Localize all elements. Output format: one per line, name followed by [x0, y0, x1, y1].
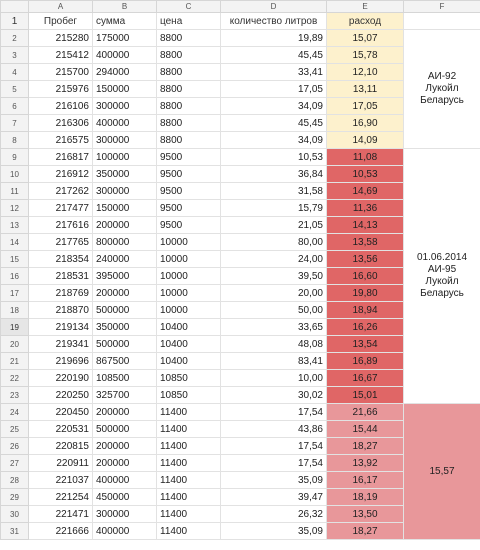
- mileage-cell[interactable]: 216106: [29, 98, 93, 115]
- liters-cell[interactable]: 36,84: [221, 166, 327, 183]
- note-line: АИ-92: [427, 71, 457, 82]
- consumption-cell[interactable]: 13,92: [327, 455, 404, 472]
- column-header-d[interactable]: D: [221, 1, 327, 13]
- amount-cell[interactable]: 400000: [93, 115, 157, 132]
- consumption-cell[interactable]: 10,53: [327, 166, 404, 183]
- liters-cell[interactable]: 34,09: [221, 98, 327, 115]
- mileage-cell[interactable]: 221037: [29, 472, 93, 489]
- price-cell[interactable]: 10000: [157, 251, 221, 268]
- consumption-cell[interactable]: 16,89: [327, 353, 404, 370]
- amount-cell[interactable]: 240000: [93, 251, 157, 268]
- price-cell[interactable]: 10000: [157, 302, 221, 319]
- mileage-cell[interactable]: 221666: [29, 523, 93, 540]
- row-header[interactable]: 5: [1, 81, 29, 98]
- consumption-cell[interactable]: 11,08: [327, 149, 404, 166]
- liters-cell[interactable]: 19,89: [221, 30, 327, 47]
- price-cell[interactable]: 11400: [157, 455, 221, 472]
- price-cell[interactable]: 10400: [157, 319, 221, 336]
- amount-cell[interactable]: 175000: [93, 30, 157, 47]
- amount-cell[interactable]: 500000: [93, 336, 157, 353]
- consumption-cell[interactable]: 18,27: [327, 523, 404, 540]
- mileage-cell[interactable]: 215976: [29, 81, 93, 98]
- consumption-cell[interactable]: 12,10: [327, 64, 404, 81]
- price-cell[interactable]: 8800: [157, 47, 221, 64]
- mileage-cell[interactable]: 215280: [29, 30, 93, 47]
- row-header[interactable]: 7: [1, 115, 29, 132]
- liters-cell[interactable]: 45,45: [221, 115, 327, 132]
- liters-cell[interactable]: 35,09: [221, 472, 327, 489]
- liters-cell[interactable]: 35,09: [221, 523, 327, 540]
- header-cell-liters[interactable]: количество литров: [221, 13, 327, 30]
- liters-cell[interactable]: 33,41: [221, 64, 327, 81]
- price-cell[interactable]: 11400: [157, 438, 221, 455]
- price-cell[interactable]: 11400: [157, 404, 221, 421]
- price-cell[interactable]: 8800: [157, 64, 221, 81]
- row-header[interactable]: 6: [1, 98, 29, 115]
- table-row: [1, 30, 480, 47]
- row-header[interactable]: 1: [1, 13, 29, 30]
- amount-cell[interactable]: 200000: [93, 285, 157, 302]
- note-line: Беларусь: [420, 288, 464, 299]
- price-cell[interactable]: 9500: [157, 183, 221, 200]
- liters-cell[interactable]: 17,54: [221, 404, 327, 421]
- mileage-cell[interactable]: 220190: [29, 370, 93, 387]
- liters-cell[interactable]: 24,00: [221, 251, 327, 268]
- liters-cell[interactable]: 43,86: [221, 421, 327, 438]
- liters-cell[interactable]: 30,02: [221, 387, 327, 404]
- mileage-cell[interactable]: 215700: [29, 64, 93, 81]
- consumption-cell[interactable]: 11,36: [327, 200, 404, 217]
- row-header[interactable]: 31: [1, 523, 29, 540]
- mileage-cell[interactable]: 216306: [29, 115, 93, 132]
- consumption-cell[interactable]: 14,09: [327, 132, 404, 149]
- consumption-cell[interactable]: 18,19: [327, 489, 404, 506]
- amount-cell[interactable]: 150000: [93, 200, 157, 217]
- price-cell[interactable]: 10400: [157, 353, 221, 370]
- amount-cell[interactable]: 350000: [93, 319, 157, 336]
- row-header[interactable]: 4: [1, 64, 29, 81]
- consumption-cell[interactable]: 21,66: [327, 404, 404, 421]
- row-header[interactable]: 3: [1, 47, 29, 64]
- row-header[interactable]: 28: [1, 472, 29, 489]
- price-cell[interactable]: 8800: [157, 115, 221, 132]
- amount-cell[interactable]: 200000: [93, 438, 157, 455]
- liters-cell[interactable]: 20,00: [221, 285, 327, 302]
- price-cell[interactable]: 10850: [157, 370, 221, 387]
- amount-cell[interactable]: 100000: [93, 149, 157, 166]
- row-header[interactable]: 11: [1, 183, 29, 200]
- mileage-cell[interactable]: 219341: [29, 336, 93, 353]
- liters-cell[interactable]: 26,32: [221, 506, 327, 523]
- amount-cell[interactable]: 400000: [93, 47, 157, 64]
- table-row: [1, 404, 480, 421]
- header-row: [1, 13, 480, 30]
- price-cell[interactable]: 11400: [157, 489, 221, 506]
- row-header[interactable]: 10: [1, 166, 29, 183]
- price-cell[interactable]: 10400: [157, 336, 221, 353]
- consumption-cell[interactable]: 16,67: [327, 370, 404, 387]
- liters-cell[interactable]: 50,00: [221, 302, 327, 319]
- price-cell[interactable]: 11400: [157, 472, 221, 489]
- consumption-cell[interactable]: 18,94: [327, 302, 404, 319]
- mileage-cell[interactable]: 220450: [29, 404, 93, 421]
- amount-cell[interactable]: 108500: [93, 370, 157, 387]
- price-cell[interactable]: 8800: [157, 81, 221, 98]
- price-cell[interactable]: 9500: [157, 217, 221, 234]
- row-header[interactable]: 20: [1, 336, 29, 353]
- note-line: Лукойл: [425, 83, 459, 94]
- row-header[interactable]: 19: [1, 319, 29, 336]
- mileage-cell[interactable]: 218769: [29, 285, 93, 302]
- price-cell[interactable]: 9500: [157, 166, 221, 183]
- mileage-cell[interactable]: 220911: [29, 455, 93, 472]
- liters-cell[interactable]: 17,54: [221, 438, 327, 455]
- liters-cell[interactable]: 17,05: [221, 81, 327, 98]
- select-all-corner[interactable]: [1, 1, 29, 13]
- price-cell[interactable]: 8800: [157, 30, 221, 47]
- row-header[interactable]: 16: [1, 268, 29, 285]
- note-line: 15,57: [429, 465, 455, 477]
- amount-cell[interactable]: 500000: [93, 421, 157, 438]
- price-cell[interactable]: 10000: [157, 268, 221, 285]
- amount-cell[interactable]: 500000: [93, 302, 157, 319]
- row-header[interactable]: 2: [1, 30, 29, 47]
- mileage-cell[interactable]: 219696: [29, 353, 93, 370]
- header-cell-amount[interactable]: сумма: [93, 13, 157, 30]
- price-cell[interactable]: 11400: [157, 523, 221, 540]
- amount-cell[interactable]: 800000: [93, 234, 157, 251]
- consumption-cell[interactable]: 13,56: [327, 251, 404, 268]
- liters-cell[interactable]: 39,50: [221, 268, 327, 285]
- note-line: Лукойл: [425, 276, 459, 287]
- mileage-cell[interactable]: 216575: [29, 132, 93, 149]
- consumption-cell[interactable]: 16,26: [327, 319, 404, 336]
- consumption-cell[interactable]: 15,01: [327, 387, 404, 404]
- price-cell[interactable]: 8800: [157, 98, 221, 115]
- consumption-cell[interactable]: 16,90: [327, 115, 404, 132]
- amount-cell[interactable]: 400000: [93, 472, 157, 489]
- row-header[interactable]: 30: [1, 506, 29, 523]
- consumption-cell[interactable]: 14,13: [327, 217, 404, 234]
- mileage-cell[interactable]: 215412: [29, 47, 93, 64]
- amount-cell[interactable]: 300000: [93, 132, 157, 149]
- mileage-cell[interactable]: 220531: [29, 421, 93, 438]
- row-header[interactable]: 14: [1, 234, 29, 251]
- note-line: 01.06.2014: [416, 252, 468, 263]
- mileage-cell[interactable]: 216912: [29, 166, 93, 183]
- mileage-cell[interactable]: 221471: [29, 506, 93, 523]
- column-header-f[interactable]: F: [404, 1, 480, 13]
- amount-cell[interactable]: 350000: [93, 166, 157, 183]
- column-header-a[interactable]: A: [29, 1, 93, 13]
- liters-cell[interactable]: 33,65: [221, 319, 327, 336]
- row-header[interactable]: 29: [1, 489, 29, 506]
- row-header[interactable]: 15: [1, 251, 29, 268]
- row-header[interactable]: 25: [1, 421, 29, 438]
- header-cell-mileage[interactable]: Пробег: [29, 13, 93, 30]
- mileage-cell[interactable]: 221254: [29, 489, 93, 506]
- row-header[interactable]: 18: [1, 302, 29, 319]
- price-cell[interactable]: 9500: [157, 200, 221, 217]
- merged-note-cell[interactable]: [404, 30, 480, 149]
- row-header[interactable]: 23: [1, 387, 29, 404]
- note-line: АИ-95: [427, 264, 457, 275]
- row-header[interactable]: 13: [1, 217, 29, 234]
- consumption-cell[interactable]: 16,60: [327, 268, 404, 285]
- amount-cell[interactable]: 450000: [93, 489, 157, 506]
- row-header[interactable]: 22: [1, 370, 29, 387]
- liters-cell[interactable]: 39,47: [221, 489, 327, 506]
- liters-cell[interactable]: 15,79: [221, 200, 327, 217]
- mileage-cell[interactable]: 217477: [29, 200, 93, 217]
- liters-cell[interactable]: 31,58: [221, 183, 327, 200]
- liters-cell[interactable]: 17,54: [221, 455, 327, 472]
- price-cell[interactable]: 9500: [157, 149, 221, 166]
- amount-cell[interactable]: 400000: [93, 523, 157, 540]
- price-cell[interactable]: 10000: [157, 285, 221, 302]
- mileage-cell[interactable]: 217262: [29, 183, 93, 200]
- mileage-cell[interactable]: 219134: [29, 319, 93, 336]
- liters-cell[interactable]: 21,05: [221, 217, 327, 234]
- price-cell[interactable]: 11400: [157, 506, 221, 523]
- price-cell[interactable]: 10850: [157, 387, 221, 404]
- liters-cell[interactable]: 80,00: [221, 234, 327, 251]
- liters-cell[interactable]: 48,08: [221, 336, 327, 353]
- table-row: [1, 149, 480, 166]
- note-line: Беларусь: [420, 95, 464, 106]
- row-header[interactable]: 8: [1, 132, 29, 149]
- consumption-cell[interactable]: 15,07: [327, 30, 404, 47]
- amount-cell[interactable]: 200000: [93, 455, 157, 472]
- amount-cell[interactable]: 325700: [93, 387, 157, 404]
- row-header[interactable]: 24: [1, 404, 29, 421]
- row-header[interactable]: 9: [1, 149, 29, 166]
- consumption-cell[interactable]: 19,80: [327, 285, 404, 302]
- column-header-e[interactable]: E: [327, 1, 404, 13]
- consumption-cell[interactable]: 14,69: [327, 183, 404, 200]
- column-header-b[interactable]: B: [93, 1, 157, 13]
- amount-cell[interactable]: 200000: [93, 217, 157, 234]
- consumption-cell[interactable]: 17,05: [327, 98, 404, 115]
- mileage-cell[interactable]: 218354: [29, 251, 93, 268]
- amount-cell[interactable]: 867500: [93, 353, 157, 370]
- consumption-cell[interactable]: 15,44: [327, 421, 404, 438]
- amount-cell[interactable]: 395000: [93, 268, 157, 285]
- amount-cell[interactable]: 300000: [93, 98, 157, 115]
- row-header[interactable]: 27: [1, 455, 29, 472]
- liters-cell[interactable]: 45,45: [221, 47, 327, 64]
- mileage-cell[interactable]: 218870: [29, 302, 93, 319]
- liters-cell[interactable]: 34,09: [221, 132, 327, 149]
- amount-cell[interactable]: 200000: [93, 404, 157, 421]
- column-header-row: [1, 1, 480, 13]
- consumption-cell[interactable]: 16,17: [327, 472, 404, 489]
- row-header[interactable]: 21: [1, 353, 29, 370]
- mileage-cell[interactable]: 218531: [29, 268, 93, 285]
- amount-cell[interactable]: 300000: [93, 506, 157, 523]
- consumption-cell[interactable]: 13,54: [327, 336, 404, 353]
- mileage-cell[interactable]: 217616: [29, 217, 93, 234]
- mileage-cell[interactable]: 220250: [29, 387, 93, 404]
- liters-cell[interactable]: 83,41: [221, 353, 327, 370]
- consumption-cell[interactable]: 13,58: [327, 234, 404, 251]
- merged-note-cell[interactable]: [404, 404, 480, 540]
- price-cell[interactable]: 10000: [157, 234, 221, 251]
- consumption-cell[interactable]: 13,11: [327, 81, 404, 98]
- consumption-cell[interactable]: 13,50: [327, 506, 404, 523]
- row-header[interactable]: 12: [1, 200, 29, 217]
- row-header[interactable]: 26: [1, 438, 29, 455]
- amount-cell[interactable]: 150000: [93, 81, 157, 98]
- mileage-cell[interactable]: 217765: [29, 234, 93, 251]
- consumption-cell[interactable]: 15,78: [327, 47, 404, 64]
- price-cell[interactable]: 11400: [157, 421, 221, 438]
- header-cell-f[interactable]: [404, 13, 480, 30]
- header-cell-consumption[interactable]: расход: [327, 13, 404, 30]
- mileage-cell[interactable]: 216817: [29, 149, 93, 166]
- mileage-cell[interactable]: 220815: [29, 438, 93, 455]
- amount-cell[interactable]: 300000: [93, 183, 157, 200]
- consumption-cell[interactable]: 18,27: [327, 438, 404, 455]
- merged-note-cell[interactable]: [404, 149, 480, 404]
- price-cell[interactable]: 8800: [157, 132, 221, 149]
- liters-cell[interactable]: 10,00: [221, 370, 327, 387]
- column-header-c[interactable]: C: [157, 1, 221, 13]
- header-cell-price[interactable]: цена: [157, 13, 221, 30]
- amount-cell[interactable]: 294000: [93, 64, 157, 81]
- liters-cell[interactable]: 10,53: [221, 149, 327, 166]
- row-header[interactable]: 17: [1, 285, 29, 302]
